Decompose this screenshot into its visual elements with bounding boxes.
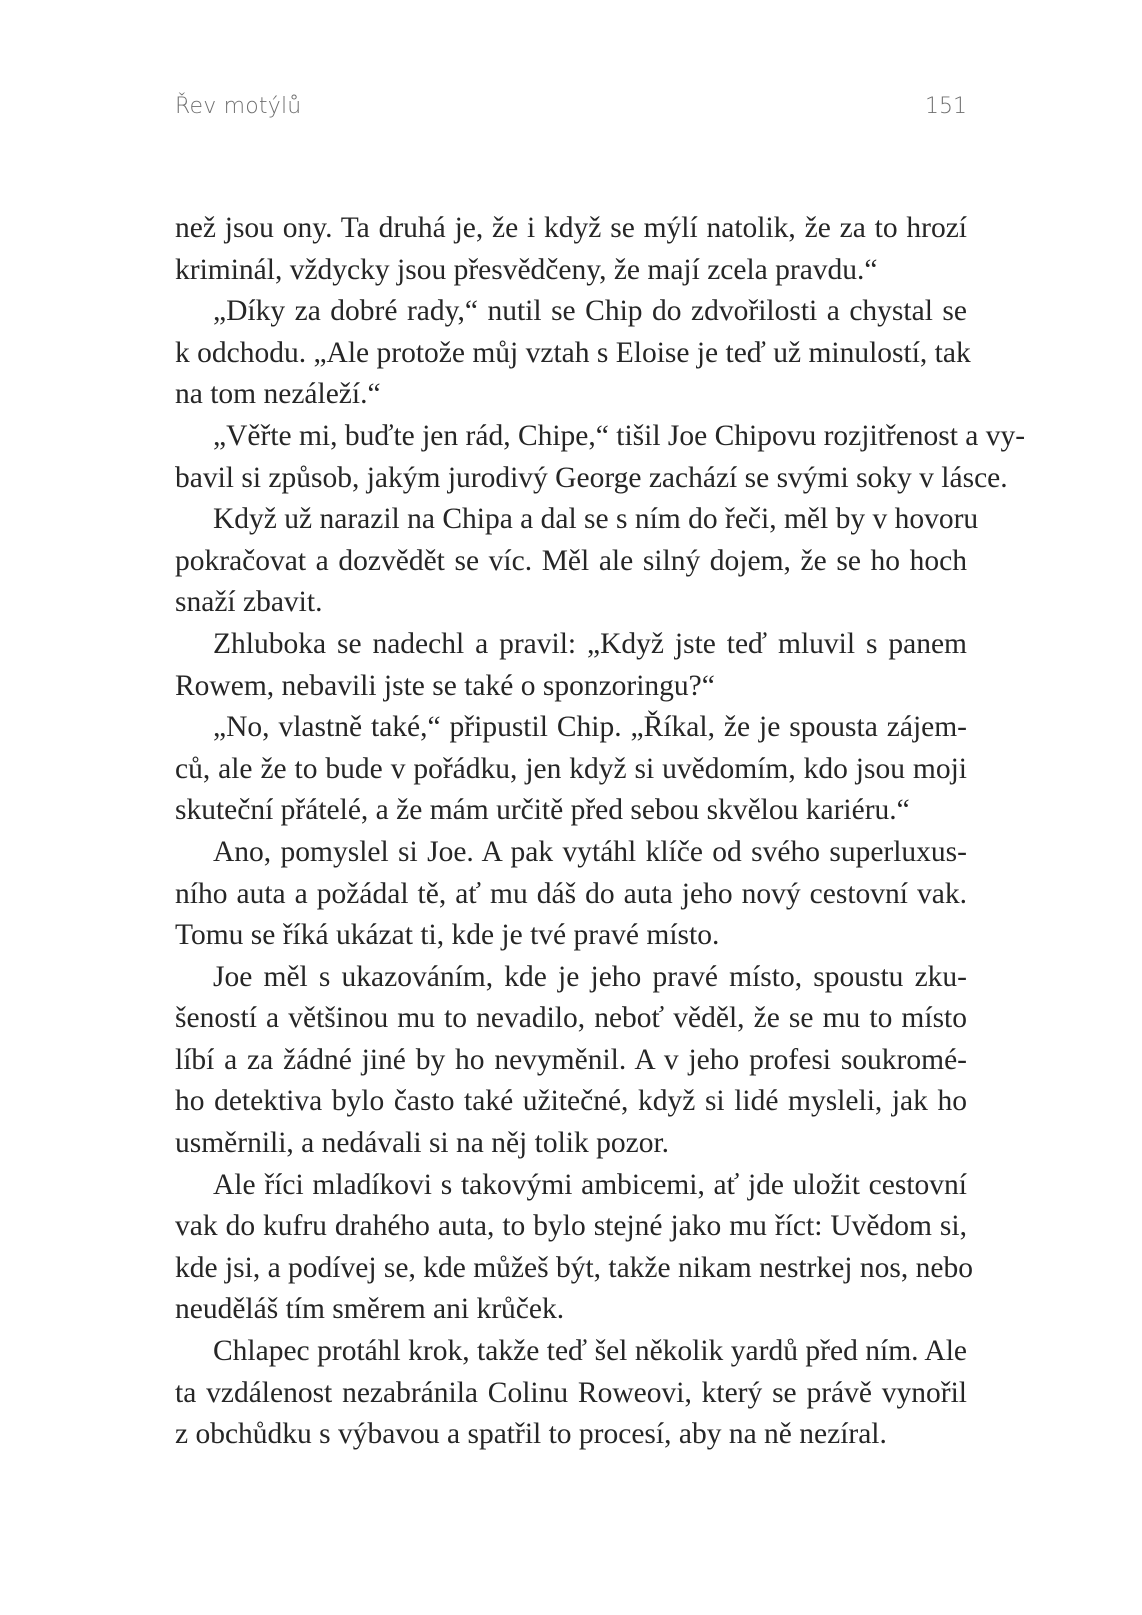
text-line: než jsou ony. Ta druhá je, že i když se mýlí natolik, že za to hrozí [175,212,967,244]
body-text [175,208,1026,1456]
text-line: pokračovat a dozvědět se víc. Měl ale silný dojem, že se ho hoch [175,544,967,577]
text-line: snaží zbavit. [175,586,323,619]
running-title: Řev motýlů [175,94,302,119]
running-header [175,94,967,130]
paragraph [175,707,967,832]
paragraph [175,208,967,291]
text-line: Zhluboka se nadechl a pravil: „Když jste teď mluvil s panem [213,627,967,660]
text-line: Joe měl s ukazováním, kde je jeho pravé místo, spoustu zku- [213,960,967,993]
text-line: šeností a většinou mu to nevadilo, neboť věděl, že se mu to místo [175,1002,967,1035]
text-line: Ano, pomyslel si Joe. A pak vytáhl klíče od svého superluxus- [213,835,967,868]
text-line: ců, ale že to bude v pořádku, jen když si uvědomím, kdo jsou moji [175,752,967,785]
text-line: kriminál, vždycky jsou přesvědčeny, že mají zcela pravdu.“ [175,253,878,286]
text-line: Tomu se říká ukázat ti, kde je tvé pravé místo. [175,919,720,952]
text-line: na tom nezáleží.“ [175,378,381,411]
paragraph [175,957,967,1165]
paragraph [175,1165,973,1331]
text-line: Ale říci mladíkovi s takovými ambicemi, ať jde uložit cestovní [213,1168,967,1201]
text-line: ta vzdálenost nezabránila Colinu Roweovi, který se právě vynořil [175,1376,967,1409]
text-line: ho detektiva bylo často také užitečné, když si lidé mysleli, jak ho [175,1085,967,1118]
text-line: skuteční přátelé, a že mám určitě před sebou skvělou kariéru.“ [175,794,910,827]
text-line: vak do kufru drahého auta, to bylo stejné jako mu říct: Uvědom si, [175,1210,967,1243]
text-line: Chlapec protáhl krok, takže teď šel několik yardů před ním. Ale [213,1335,967,1368]
text-line: „No, vlastně také,“ připustil Chip. „Říkal, že je spousta zájem- [213,711,967,744]
text-line: „Věřte mi, buďte jen rád, Chipe,“ tišil Joe Chipovu rozjitřenost a vy- [213,419,1026,452]
paragraph [175,624,967,707]
text-line: ního auta a požádal tě, ať mu dáš do auta jeho nový cestovní vak. [175,877,967,910]
text-line: usměrnili, a nedávali si na něj tolik pozor. [175,1127,670,1160]
paragraph [175,832,967,957]
page-number: 151 [925,94,967,119]
text-line: bavil si způsob, jakým jurodivý George zachází se svými soky v lásce. [175,461,1008,494]
text-line: kde jsi, a podívej se, kde můžeš být, takže nikam nestrkej nos, nebo [175,1251,973,1284]
paragraph [175,499,979,624]
text-line: Když už narazil na Chipa a dal se s ním do řeči, měl by v hovoru [213,503,979,536]
paragraph [175,1331,967,1456]
paragraph [175,291,971,416]
text-line: líbí a za žádné jiné by ho nevyměnil. A v jeho profesi soukromé- [175,1043,967,1076]
text-line: k odchodu. „Ale protože můj vztah s Eloise je teď už minulostí, tak [175,336,971,369]
text-line: „Díky za dobré rady,“ nutil se Chip do zdvořilosti a chystal se [213,295,967,328]
paragraph [175,416,1026,499]
text-line: Rowem, nebavili jste se také o sponzoringu?“ [175,669,715,702]
text-line: neuděláš tím směrem ani krůček. [175,1293,565,1326]
text-line: z obchůdku s výbavou a spatřil to procesí, aby na ně nezíral. [175,1418,887,1451]
